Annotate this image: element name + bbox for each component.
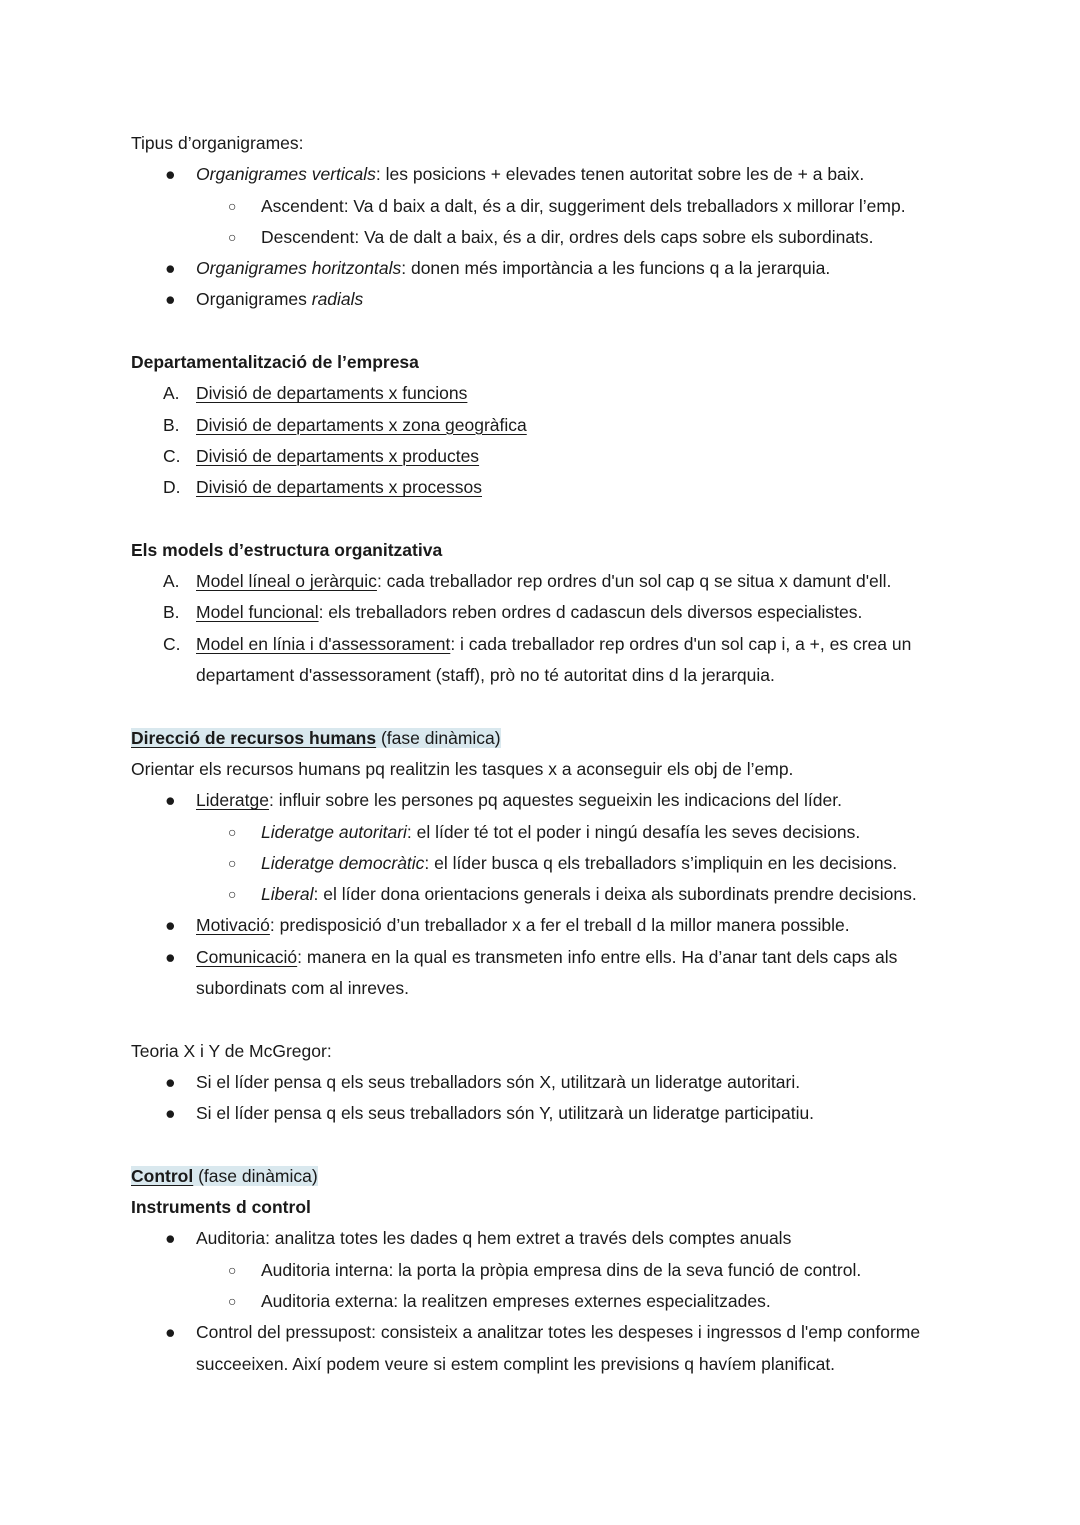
list-marker: A. xyxy=(163,571,180,592)
item-text: Auditoria externa: la realitzen empreses externes especialitzades. xyxy=(261,1290,771,1311)
list-marker: B. xyxy=(163,602,180,623)
bullet-icon: ● xyxy=(165,258,176,279)
bullet-icon: ● xyxy=(165,946,176,967)
item-text-continued: succeeixen. Així podem veure si estem complint les previsions q havíem planificat. xyxy=(196,1353,836,1374)
item-text: Divisió de departaments x processos xyxy=(196,477,482,498)
term: Organigrames verticals xyxy=(196,164,376,185)
list-item xyxy=(131,1317,961,1380)
list-item xyxy=(131,1067,961,1098)
list-marker: C. xyxy=(163,445,181,466)
item-text: Descendent: Va de dalt a baix, és a dir, ordres dels caps sobre els subordinats. xyxy=(261,226,874,247)
control-list xyxy=(131,1223,961,1379)
list-item xyxy=(131,472,961,503)
item-text: Si el líder pensa q els seus treballadors són Y, utilitzarà un lideratge participatiu. xyxy=(196,1103,815,1124)
list-item xyxy=(131,879,961,910)
term: Lideratge autoritari xyxy=(261,821,407,842)
term: Comunicació xyxy=(196,946,298,967)
section-heading-direccio xyxy=(131,723,961,754)
section-heading-tipus: Tipus d’organigrames: xyxy=(131,133,304,153)
list-item xyxy=(131,848,961,879)
term: Lideratge xyxy=(196,790,269,811)
list-item xyxy=(131,222,961,253)
list-marker: C. xyxy=(163,633,181,654)
list-item xyxy=(131,597,961,628)
definition: : el líder té tot el poder i ningú desafía les seves decisions. xyxy=(406,821,861,842)
bullet-icon: ● xyxy=(165,1071,176,1092)
section-intro: Orientar els recursos humans pq realitzin les tasques x a aconseguir els obj de l’emp. xyxy=(131,758,794,779)
list-item xyxy=(131,910,961,941)
definition: : les posicions + elevades tenen autoritat sobre les de + a baix. xyxy=(375,164,865,185)
subsection-heading: Instruments d control xyxy=(131,1197,311,1218)
item-text: Divisió de departaments x productes xyxy=(196,445,480,466)
term: Liberal xyxy=(261,884,314,905)
list-marker: B. xyxy=(163,414,180,435)
item-text: Auditoria interna: la porta la pròpia empresa dins de la seva funció de control. xyxy=(261,1259,862,1280)
teoria-list xyxy=(131,1067,961,1130)
list-marker: D. xyxy=(163,477,181,498)
document-content xyxy=(131,128,961,1380)
term: Motivació xyxy=(196,915,270,936)
section-heading-teoria: Teoria X i Y de McGregor: xyxy=(131,1040,332,1061)
item-text: Ascendent: Va d baix a dalt, és a dir, suggeriment dels treballadors x millorar l’emp. xyxy=(261,195,906,216)
item-text: Si el líder pensa q els seus treballadors són X, utilitzarà un lideratge autoritari. xyxy=(196,1071,801,1092)
definition-continued: subordinats com al inreves. xyxy=(196,978,410,999)
tipus-list xyxy=(131,159,961,315)
item-text: Auditoria: analitza totes les dades q hem extret a través dels comptes anuals xyxy=(196,1228,792,1249)
list-item xyxy=(131,253,961,284)
definition: : predisposició d’un treballador x a fer el treball d la millor manera possible. xyxy=(269,915,850,936)
definition: : els treballadors reben ordres d cadascun dels diversos especialistes. xyxy=(318,602,863,623)
item-text: Organigrames xyxy=(196,289,312,310)
bullet-icon: ● xyxy=(165,289,176,310)
list-item xyxy=(131,410,961,441)
direccio-list xyxy=(131,785,961,1004)
section-heading-departamentalitzacio: Departamentalització de l’empresa xyxy=(131,352,419,373)
list-item xyxy=(131,378,961,409)
term: Lideratge democràtic xyxy=(261,852,425,873)
list-item xyxy=(131,1098,961,1129)
item-text: Control del pressupost: consisteix a analitzar totes les despeses i ingressos d l'emp conforme xyxy=(196,1322,921,1343)
section-heading-models: Els models d’estructura organitzativa xyxy=(131,539,443,560)
definition: : el líder busca q els treballadors s’impliquin en les decisions. xyxy=(424,852,898,873)
definition: : influir sobre les persones pq aquestes segueixin les indicacions del líder. xyxy=(268,790,842,811)
bullet-icon: ● xyxy=(165,915,176,936)
section-title: Control xyxy=(131,1165,194,1186)
definition-continued: departament d'assessorament (staff), prò no té autoritat dins d la jerarquia. xyxy=(196,665,775,686)
bullet-icon: ● xyxy=(165,1103,176,1124)
circle-bullet-icon: ○ xyxy=(228,854,237,871)
circle-bullet-icon: ○ xyxy=(228,886,237,903)
item-text: Divisió de departaments x funcions xyxy=(196,383,468,404)
circle-bullet-icon: ○ xyxy=(228,1292,237,1309)
section-title-suffix: (fase dinàmica) xyxy=(193,1165,318,1186)
bullet-icon: ● xyxy=(165,1322,176,1343)
term: radials xyxy=(311,289,364,310)
circle-bullet-icon: ○ xyxy=(228,823,237,840)
term: Model en línia i d'assessorament xyxy=(196,633,451,654)
definition: : donen més importància a les funcions q a la jerarquia. xyxy=(401,258,831,279)
definition: : manera en la qual es transmeten info entre ells. Ha d’anar tant dels caps als xyxy=(297,946,898,967)
term: Model líneal o jeràrquic xyxy=(196,571,377,592)
list-item xyxy=(131,441,961,472)
list-item xyxy=(131,1286,961,1317)
section-title: Direcció de recursos humans xyxy=(131,727,377,748)
list-item xyxy=(131,817,961,848)
bullet-icon: ● xyxy=(165,790,176,811)
list-item xyxy=(131,629,961,692)
list-item xyxy=(131,159,961,190)
bullet-icon: ● xyxy=(165,164,176,185)
list-item xyxy=(131,1255,961,1286)
models-list xyxy=(131,566,961,691)
definition: : cada treballador rep ordres d'un sol cap q se situa x damunt d'ell. xyxy=(376,571,892,592)
circle-bullet-icon: ○ xyxy=(228,1261,237,1278)
bullet-icon: ● xyxy=(165,1228,176,1249)
definition: : el líder dona orientacions generals i deixa als subordinats prendre decisions. xyxy=(313,884,917,905)
section-title-suffix: (fase dinàmica) xyxy=(376,727,501,748)
list-item xyxy=(131,191,961,222)
section-heading-control xyxy=(131,1161,961,1192)
term: Organigrames horitzontals xyxy=(196,258,402,279)
list-item xyxy=(131,566,961,597)
list-marker: A. xyxy=(163,383,180,404)
item-text: Divisió de departaments x zona geogràfica xyxy=(196,414,527,435)
list-item xyxy=(131,785,961,816)
circle-bullet-icon: ○ xyxy=(228,197,237,214)
term: Model funcional xyxy=(196,602,319,623)
circle-bullet-icon: ○ xyxy=(228,228,237,245)
definition: : i cada treballador rep ordres d'un sol cap i, a +, es crea un xyxy=(450,633,912,654)
depart-list xyxy=(131,378,961,503)
list-item xyxy=(131,1223,961,1254)
list-item xyxy=(131,284,961,315)
list-item xyxy=(131,942,961,1005)
